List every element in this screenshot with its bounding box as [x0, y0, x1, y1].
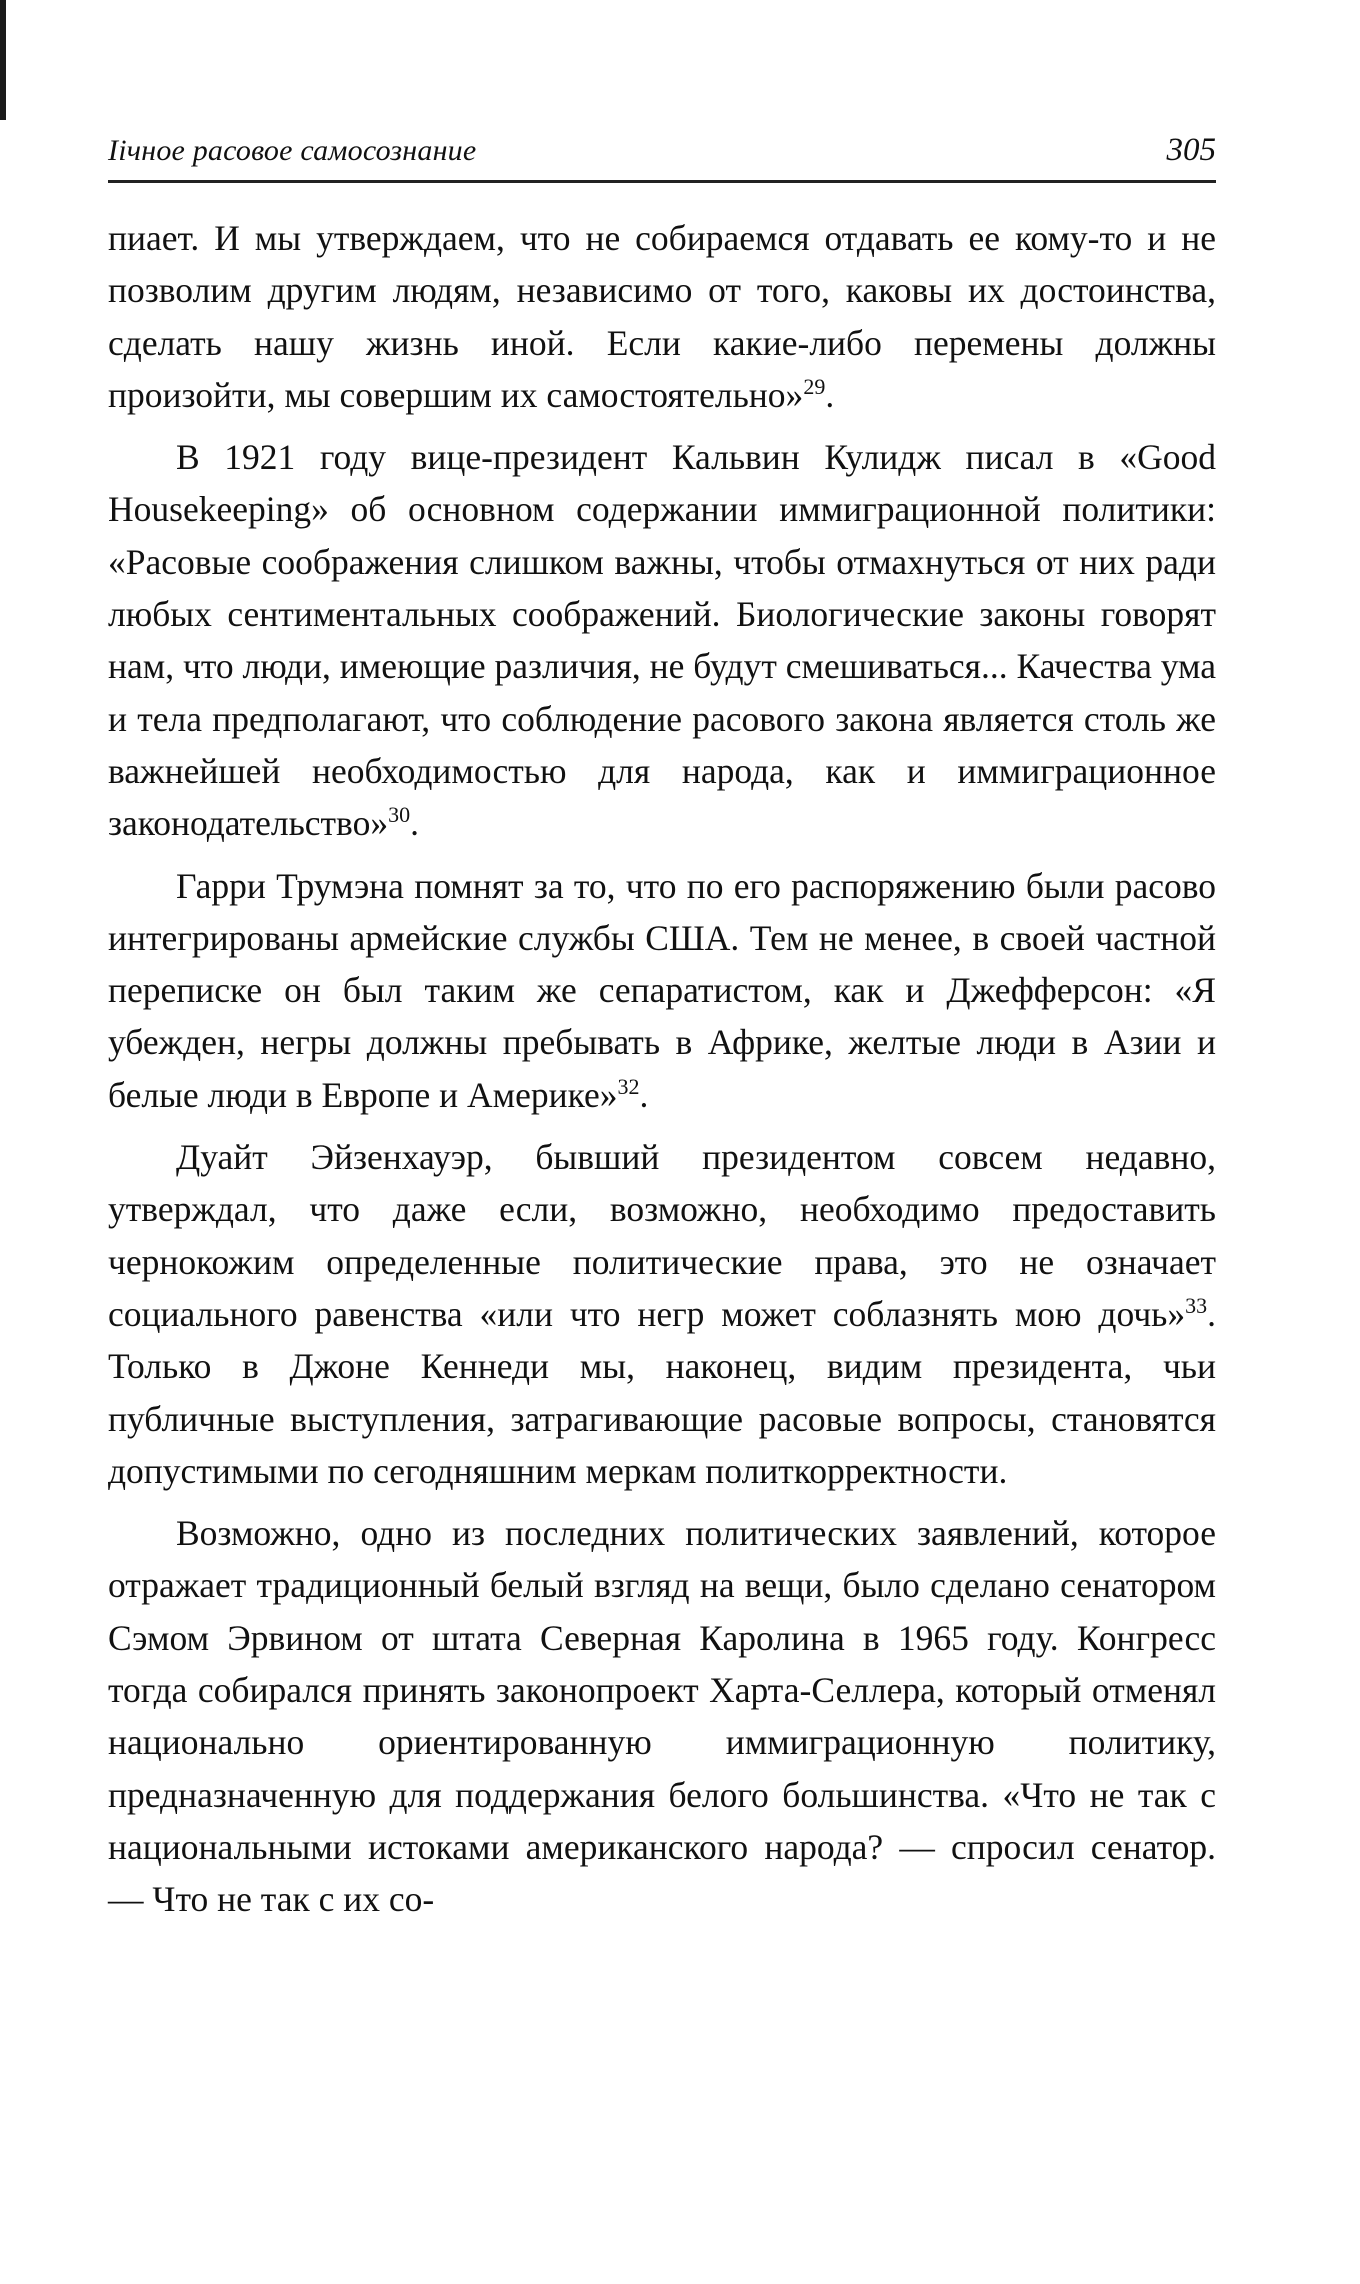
paragraph-text: В 1921 году вице-президент Кальвин Кулидж писал в «Good Housekeeping» об основном содержании иммиграционной политики: «Расовые соображения слишком важны, чтобы отмахнуться от них ради любых сентиментальных соображений. Биологические законы говорят нам, что люди, имеющие различия, не будут смешиваться... Качества ума и тела предполагают, что соблюдение расового закона является столь же важнейшей необходимостью для народа, как и иммиграционное законодательство» — [108, 437, 1216, 844]
paragraph-eisenhower — [108, 1131, 1216, 1497]
paragraph-coolidge — [108, 431, 1216, 849]
paragraph-tail: . Только в Джоне Кеннеди мы, наконец, видим президента, чьи публичные выступления, затрагивающие расовые вопросы, становятся допустимыми по сегодняшним меркам политкорректности. — [108, 1293, 1216, 1491]
page-number: 305 — [1166, 132, 1216, 168]
paragraph-text: Дуайт Эйзенхауэр, бывший президентом совсем недавно, утверждал, что даже если, возможно, необходимо предоставить чернокожим определенные политические права, это не означает социального равенства «или что негр может соблазнять мою дочь» — [108, 1137, 1216, 1334]
paragraph-ervin — [108, 1507, 1216, 1925]
paragraph-text: пиает. И мы утверждаем, что не собираемся отдавать ее кому-то и не позволим другим людям, независимо от того, каковы их достоинства, сделать нашу жизнь иной. Если какие-либо перемены должны произойти, мы совершим их самостоятельно» — [108, 218, 1216, 415]
footnote-ref: 29 — [803, 374, 826, 400]
body-text — [108, 212, 1216, 1936]
footnote-ref: 30 — [388, 802, 411, 828]
paragraph-text: Возможно, одно из последних политических заявлений, которое отражает традиционный белый взгляд на вещи, было сделано сенатором Сэмом Эрвином от штата Северная Каролина в 1965 году. Конгресс тогда собирался принять законопроект Харта-Селлера, который отменял национально ориентированную иммиграционную политику, предназначенную для поддержания белого большинства. «Что не так с национальными истоками американского народа? — спросил сенатор. — Что не так с их со- — [108, 1513, 1216, 1920]
paragraph-tail: . — [825, 374, 835, 415]
paragraph-tail: . — [639, 1074, 649, 1115]
paragraph-continued — [108, 212, 1216, 421]
footnote-ref: 32 — [617, 1073, 640, 1099]
footnote-ref: 33 — [1185, 1293, 1208, 1319]
scan-edge-mark — [0, 0, 6, 120]
paragraph-text: Гарри Трумэна помнят за то, что по его распоряжению были расово интегрированы армейские службы США. Тем не менее, в своей частной переписке он был таким же сепаратистом, как и Джефферсон: «Я убежден, негры должны пребывать в Африке, желтые люди в Азии и белые люди в Европе и Америке» — [108, 865, 1216, 1115]
paragraph-truman — [108, 860, 1216, 1121]
running-head: Iiчное расовое самосознание — [108, 134, 477, 167]
paragraph-tail: . — [410, 803, 419, 844]
page-header — [108, 128, 1216, 183]
